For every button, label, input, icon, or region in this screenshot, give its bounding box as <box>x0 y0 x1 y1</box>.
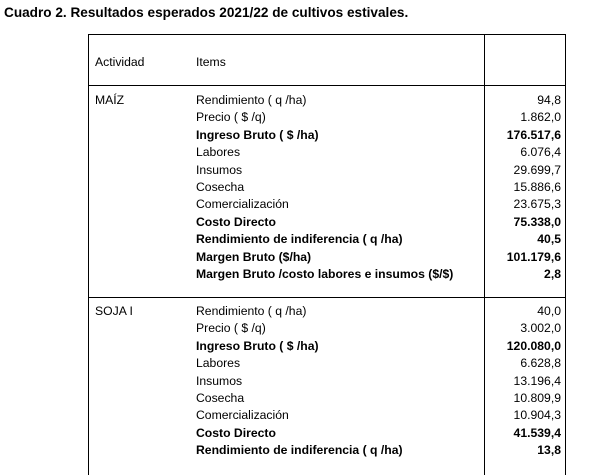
row-item: Insumos <box>196 373 243 388</box>
row-value: 101.179,6 <box>506 249 561 264</box>
row-value: 29.699,7 <box>513 162 561 177</box>
header-items: Items <box>196 55 226 69</box>
row-item: Labores <box>196 145 241 160</box>
row-item: Precio ( $ /q) <box>196 321 266 336</box>
row-item: Rendimiento ( q /ha) <box>196 93 307 107</box>
row-value: 3.002,0 <box>520 321 561 336</box>
row-value: 6.628,8 <box>520 356 561 371</box>
activity-label: SOJA I <box>95 304 133 318</box>
row-item: Margen Bruto /costo labores e insumos ($/$) <box>196 267 454 281</box>
row-item: Rendimiento de indiferencia ( q /ha) <box>196 232 403 247</box>
row-value: 94,8 <box>537 93 561 107</box>
header-divider <box>89 85 565 86</box>
row-item: Cosecha <box>196 391 245 405</box>
row-value: 75.338,0 <box>513 214 561 229</box>
row-value: 23.675,3 <box>513 197 561 212</box>
row-item: Rendimiento de indiferencia ( q /ha) <box>196 443 403 458</box>
row-value: 13,8 <box>537 443 561 458</box>
row-item: Costo Directo <box>196 214 276 229</box>
row-value: 41.539,4 <box>513 425 561 440</box>
row-item: Ingreso Bruto ( $ /ha) <box>196 338 319 353</box>
activity-label: MAÍZ <box>95 93 125 107</box>
row-item: Costo Directo <box>196 425 276 440</box>
row-value: 13.196,4 <box>513 373 561 388</box>
row-item: Insumos <box>196 162 243 177</box>
results-table <box>88 34 566 475</box>
row-item: Cosecha <box>196 180 245 194</box>
row-value: 1.862,0 <box>520 110 561 125</box>
row-value: 40,5 <box>537 232 561 247</box>
row-value: 6.076,4 <box>520 145 561 160</box>
row-item: Margen Bruto ($/ha) <box>196 249 312 264</box>
row-value: 10.904,3 <box>513 408 561 423</box>
row-item: Rendimiento ( q /ha) <box>196 304 307 318</box>
header-activity: Actividad <box>95 55 145 69</box>
row-value: 10.809,9 <box>513 391 561 405</box>
row-item: Labores <box>196 356 241 371</box>
row-value: 120.080,0 <box>506 338 561 353</box>
row-value: 15.886,6 <box>513 180 561 194</box>
row-item: Precio ( $ /q) <box>196 110 266 125</box>
row-item: Ingreso Bruto ( $ /ha) <box>196 127 319 142</box>
row-item: Comercialización <box>196 197 289 212</box>
section-divider <box>89 297 565 298</box>
row-value: 40,0 <box>537 304 561 318</box>
column-divider <box>484 35 485 475</box>
row-value: 176.517,6 <box>506 127 561 142</box>
row-item: Comercialización <box>196 408 289 423</box>
table-title: Cuadro 2. Resultados esperados 2021/22 de cultivos estivales. <box>4 5 409 20</box>
row-value: 2,8 <box>544 267 561 281</box>
